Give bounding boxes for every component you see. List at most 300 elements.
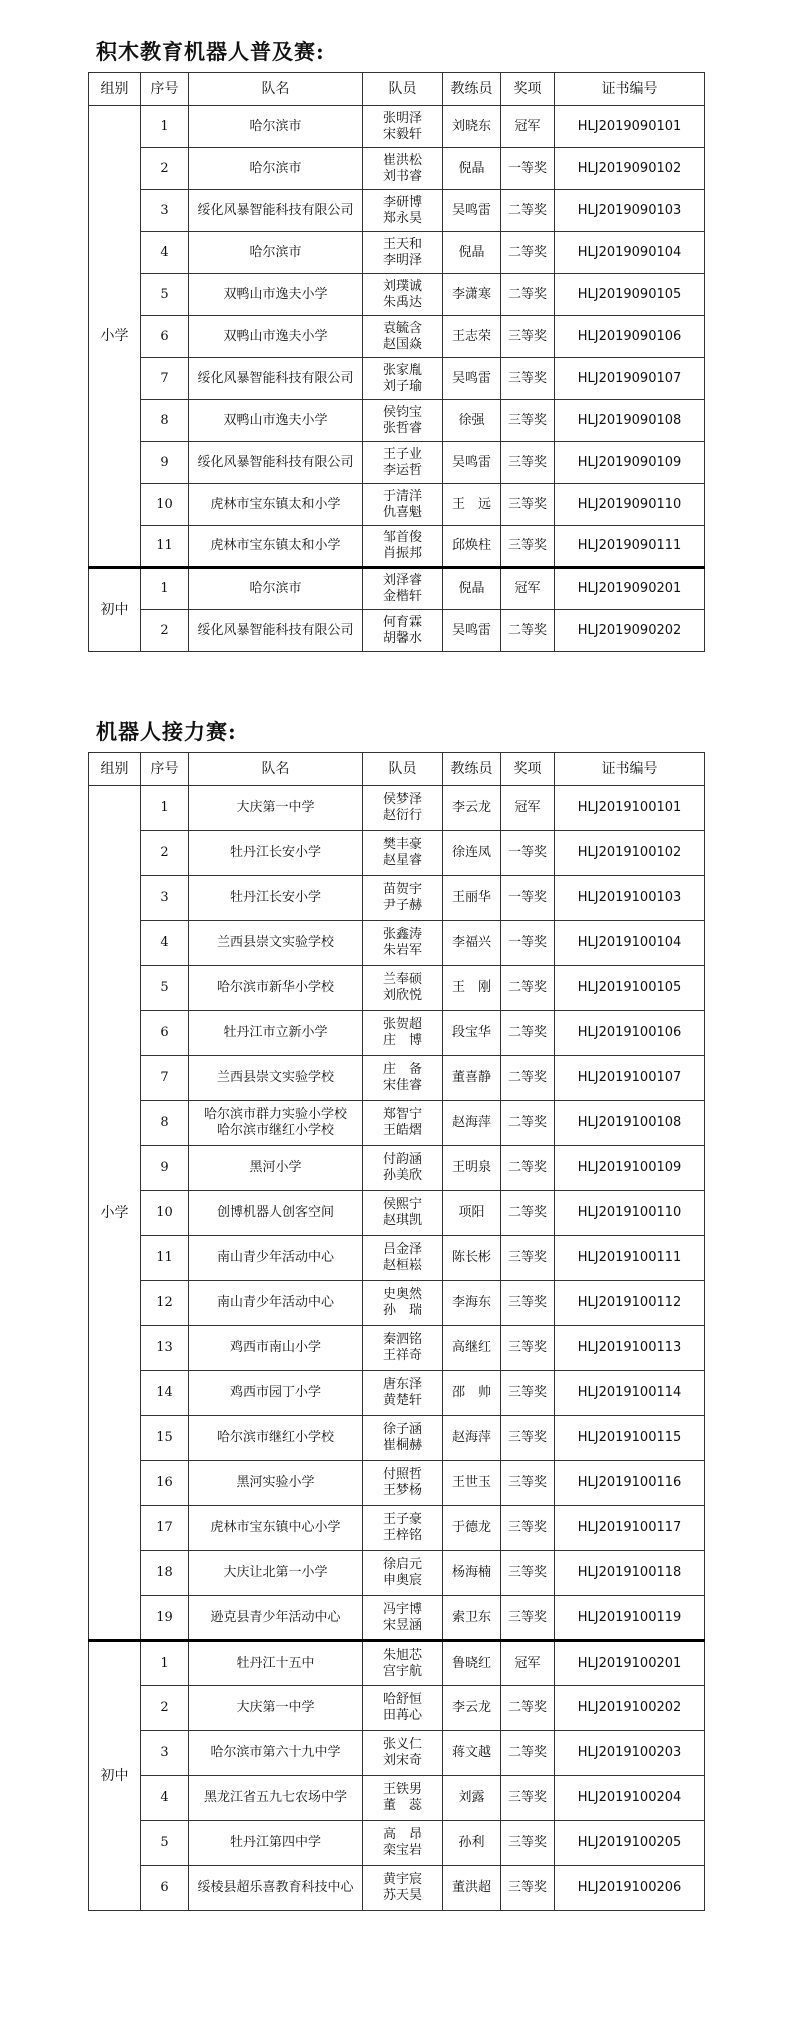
member-name: 崔洪松 bbox=[382, 152, 422, 168]
award: 二等奖 bbox=[501, 274, 555, 316]
coach-name: 赵海萍 bbox=[443, 1416, 501, 1461]
team-members bbox=[363, 1146, 443, 1191]
member-name: 徐启元 bbox=[382, 1557, 422, 1572]
team-members bbox=[363, 526, 443, 568]
row-number: 6 bbox=[141, 316, 189, 358]
member-name: 张义仁 bbox=[382, 1737, 422, 1752]
team-name: 大庆第一中学 bbox=[189, 1686, 363, 1731]
coach-name: 王世玉 bbox=[443, 1461, 501, 1506]
certificate-number: HLJ2019100102 bbox=[555, 831, 705, 876]
certificate-number: HLJ2019100203 bbox=[555, 1731, 705, 1776]
team-name: 哈尔滨市 bbox=[189, 106, 363, 148]
header-cell: 奖项 bbox=[501, 73, 555, 106]
row-number: 5 bbox=[141, 274, 189, 316]
member-name: 赵星睿 bbox=[382, 853, 422, 868]
relay-results-table bbox=[88, 752, 705, 1911]
member-name: 孙美欣 bbox=[382, 1168, 422, 1183]
member-name: 王梓铭 bbox=[382, 1528, 422, 1543]
group-cell: 初中 bbox=[89, 1641, 141, 1911]
row-number: 1 bbox=[141, 1641, 189, 1686]
team-name: 绥化风暴智能科技有限公司 bbox=[189, 442, 363, 484]
row-number: 12 bbox=[141, 1281, 189, 1326]
team-members bbox=[363, 1371, 443, 1416]
table-row bbox=[89, 274, 705, 316]
coach-name: 倪晶 bbox=[443, 148, 501, 190]
header-cell: 队员 bbox=[363, 73, 443, 106]
coach-name: 孙利 bbox=[443, 1821, 501, 1866]
certificate-number: HLJ2019090103 bbox=[555, 190, 705, 232]
award: 二等奖 bbox=[501, 966, 555, 1011]
certificate-number: HLJ2019090108 bbox=[555, 400, 705, 442]
row-number: 9 bbox=[141, 1146, 189, 1191]
member-name: 袁毓含 bbox=[382, 320, 422, 336]
header-cell: 组别 bbox=[89, 73, 141, 106]
coach-name: 赵海萍 bbox=[443, 1101, 501, 1146]
row-number: 6 bbox=[141, 1866, 189, 1911]
certificate-number: HLJ2019100107 bbox=[555, 1056, 705, 1101]
award: 冠军 bbox=[501, 106, 555, 148]
table-row bbox=[89, 1686, 705, 1731]
coach-name: 邵 帅 bbox=[443, 1371, 501, 1416]
certificate-number: HLJ2019100201 bbox=[555, 1641, 705, 1686]
coach-name: 吴鸣雷 bbox=[443, 610, 501, 652]
table-row bbox=[89, 1146, 705, 1191]
member-name: 宋毅轩 bbox=[382, 126, 422, 142]
member-name: 宋昱涵 bbox=[382, 1617, 422, 1633]
member-name: 刘泽睿 bbox=[382, 573, 422, 588]
member-name: 肖振邦 bbox=[382, 546, 422, 561]
member-name: 郑永昊 bbox=[382, 210, 422, 226]
member-name: 付韵涵 bbox=[382, 1152, 422, 1167]
member-name: 张哲睿 bbox=[382, 420, 422, 436]
award: 三等奖 bbox=[501, 400, 555, 442]
certificate-number: HLJ2019100114 bbox=[555, 1371, 705, 1416]
team-members bbox=[363, 1776, 443, 1821]
team-members bbox=[363, 190, 443, 232]
member-name: 田苒心 bbox=[382, 1708, 422, 1723]
coach-name: 倪晶 bbox=[443, 568, 501, 610]
award: 三等奖 bbox=[501, 1281, 555, 1326]
certificate-number: HLJ2019090104 bbox=[555, 232, 705, 274]
coach-name: 徐强 bbox=[443, 400, 501, 442]
certificate-number: HLJ2019100202 bbox=[555, 1686, 705, 1731]
award: 一等奖 bbox=[501, 921, 555, 966]
award: 二等奖 bbox=[501, 1011, 555, 1056]
row-number: 11 bbox=[141, 526, 189, 568]
team-members bbox=[363, 1506, 443, 1551]
table-row bbox=[89, 1596, 705, 1641]
certificate-number: HLJ2019090105 bbox=[555, 274, 705, 316]
award: 二等奖 bbox=[501, 1056, 555, 1101]
award: 一等奖 bbox=[501, 831, 555, 876]
table-header-row bbox=[89, 753, 705, 786]
member-name: 徐子涵 bbox=[382, 1422, 422, 1437]
member-name: 赵衍行 bbox=[382, 808, 422, 823]
member-name: 张明泽 bbox=[382, 110, 422, 126]
certificate-number: HLJ2019100101 bbox=[555, 786, 705, 831]
member-name: 冯宇博 bbox=[382, 1601, 422, 1617]
team-members bbox=[363, 1281, 443, 1326]
header-cell: 队名 bbox=[189, 753, 363, 786]
certificate-number: HLJ2019100116 bbox=[555, 1461, 705, 1506]
coach-name: 鲁晓红 bbox=[443, 1641, 501, 1686]
member-name: 付照哲 bbox=[382, 1467, 422, 1482]
table-row bbox=[89, 400, 705, 442]
member-name: 兰奉硕 bbox=[382, 972, 422, 987]
row-number: 4 bbox=[141, 921, 189, 966]
award: 冠军 bbox=[501, 568, 555, 610]
section-title-relay: 机器人接力赛: bbox=[96, 719, 237, 744]
team-members bbox=[363, 1326, 443, 1371]
member-name: 申奥宸 bbox=[382, 1573, 422, 1588]
team-members bbox=[363, 786, 443, 831]
award: 三等奖 bbox=[501, 358, 555, 400]
member-name: 李运哲 bbox=[382, 462, 422, 478]
team-name: 哈尔滨市 bbox=[189, 232, 363, 274]
certificate-number: HLJ2019100115 bbox=[555, 1416, 705, 1461]
member-name: 王子业 bbox=[382, 446, 422, 462]
coach-name: 李云龙 bbox=[443, 786, 501, 831]
team-members bbox=[363, 442, 443, 484]
row-number: 4 bbox=[141, 232, 189, 274]
coach-name: 董喜静 bbox=[443, 1056, 501, 1101]
row-number: 13 bbox=[141, 1326, 189, 1371]
certificate-number: HLJ2019100112 bbox=[555, 1281, 705, 1326]
team-members bbox=[363, 831, 443, 876]
team-members bbox=[363, 484, 443, 526]
award: 三等奖 bbox=[501, 442, 555, 484]
team-members bbox=[363, 1551, 443, 1596]
member-name: 金楷轩 bbox=[382, 589, 422, 604]
team-members bbox=[363, 1866, 443, 1911]
team-name: 牡丹江长安小学 bbox=[189, 876, 363, 921]
team-name: 大庆让北第一小学 bbox=[189, 1551, 363, 1596]
table-row bbox=[89, 876, 705, 921]
award: 二等奖 bbox=[501, 1101, 555, 1146]
coach-name: 徐连凤 bbox=[443, 831, 501, 876]
certificate-number: HLJ2019090106 bbox=[555, 316, 705, 358]
award: 二等奖 bbox=[501, 1191, 555, 1236]
table-row bbox=[89, 106, 705, 148]
table-row bbox=[89, 484, 705, 526]
member-name: 王梦杨 bbox=[382, 1483, 422, 1498]
certificate-number: HLJ2019100104 bbox=[555, 921, 705, 966]
table-row bbox=[89, 568, 705, 610]
award: 二等奖 bbox=[501, 610, 555, 652]
header-cell: 教练员 bbox=[443, 753, 501, 786]
member-name: 胡馨水 bbox=[382, 630, 422, 646]
certificate-number: HLJ2019100119 bbox=[555, 1596, 705, 1641]
team-members bbox=[363, 1236, 443, 1281]
team-name: 哈尔滨市群力实验小学校 哈尔滨市继红小学校 bbox=[189, 1101, 363, 1146]
member-name: 栾宝岩 bbox=[382, 1843, 422, 1858]
table-row bbox=[89, 442, 705, 484]
row-number: 3 bbox=[141, 1731, 189, 1776]
certificate-number: HLJ2019100108 bbox=[555, 1101, 705, 1146]
member-name: 于清洋 bbox=[382, 488, 422, 504]
table-row bbox=[89, 1236, 705, 1281]
certificate-number: HLJ2019100106 bbox=[555, 1011, 705, 1056]
member-name: 张家胤 bbox=[382, 362, 422, 378]
row-number: 2 bbox=[141, 831, 189, 876]
certificate-number: HLJ2019090202 bbox=[555, 610, 705, 652]
team-members bbox=[363, 1191, 443, 1236]
table-row bbox=[89, 1461, 705, 1506]
certificate-number: HLJ2019100206 bbox=[555, 1866, 705, 1911]
coach-name: 杨海楠 bbox=[443, 1551, 501, 1596]
team-name: 虎林市宝东镇太和小学 bbox=[189, 484, 363, 526]
team-name: 兰西县崇文实验学校 bbox=[189, 921, 363, 966]
team-members bbox=[363, 1056, 443, 1101]
team-name: 绥棱县超乐喜教育科技中心 bbox=[189, 1866, 363, 1911]
member-name: 郑智宁 bbox=[382, 1107, 422, 1122]
member-name: 黄楚轩 bbox=[382, 1393, 422, 1408]
row-number: 3 bbox=[141, 190, 189, 232]
team-members bbox=[363, 1461, 443, 1506]
group-cell: 小学 bbox=[89, 106, 141, 568]
award: 三等奖 bbox=[501, 1506, 555, 1551]
coach-name: 吴鸣雷 bbox=[443, 190, 501, 232]
team-name: 双鸭山市逸夫小学 bbox=[189, 274, 363, 316]
header-cell: 教练员 bbox=[443, 73, 501, 106]
award: 三等奖 bbox=[501, 1371, 555, 1416]
table-row bbox=[89, 232, 705, 274]
member-name: 何育霖 bbox=[382, 614, 422, 630]
row-number: 14 bbox=[141, 1371, 189, 1416]
team-name: 兰西县崇文实验学校 bbox=[189, 1056, 363, 1101]
member-name: 王子豪 bbox=[382, 1512, 422, 1527]
coach-name: 李海东 bbox=[443, 1281, 501, 1326]
coach-name: 倪晶 bbox=[443, 232, 501, 274]
coach-name: 段宝华 bbox=[443, 1011, 501, 1056]
member-name: 崔桐赫 bbox=[382, 1438, 422, 1453]
award: 三等奖 bbox=[501, 1596, 555, 1641]
group-cell: 小学 bbox=[89, 786, 141, 1641]
team-name: 虎林市宝东镇太和小学 bbox=[189, 526, 363, 568]
coach-name: 项阳 bbox=[443, 1191, 501, 1236]
row-number: 16 bbox=[141, 1461, 189, 1506]
table-header-row bbox=[89, 73, 705, 106]
team-name: 南山青少年活动中心 bbox=[189, 1236, 363, 1281]
table-row bbox=[89, 1821, 705, 1866]
member-name: 庄 备 bbox=[382, 1062, 422, 1077]
coach-name: 刘晓东 bbox=[443, 106, 501, 148]
row-number: 11 bbox=[141, 1236, 189, 1281]
member-name: 黄宇宸 bbox=[382, 1872, 422, 1887]
team-name: 绥化风暴智能科技有限公司 bbox=[189, 358, 363, 400]
team-members bbox=[363, 358, 443, 400]
award: 三等奖 bbox=[501, 484, 555, 526]
member-name: 王天和 bbox=[382, 236, 422, 252]
row-number: 10 bbox=[141, 1191, 189, 1236]
member-name: 董 蕊 bbox=[382, 1798, 422, 1813]
coach-name: 邱焕柱 bbox=[443, 526, 501, 568]
header-cell: 奖项 bbox=[501, 753, 555, 786]
row-number: 18 bbox=[141, 1551, 189, 1596]
member-name: 侯熙宁 bbox=[382, 1197, 422, 1212]
table-row bbox=[89, 316, 705, 358]
team-name: 双鸭山市逸夫小学 bbox=[189, 316, 363, 358]
member-name: 刘璞诚 bbox=[382, 278, 422, 294]
member-name: 苏天昊 bbox=[382, 1888, 422, 1903]
member-name: 刘子瑜 bbox=[382, 378, 422, 394]
row-number: 10 bbox=[141, 484, 189, 526]
header-cell: 证书编号 bbox=[555, 73, 705, 106]
certificate-number: HLJ2019090107 bbox=[555, 358, 705, 400]
team-members bbox=[363, 106, 443, 148]
team-name: 绥化风暴智能科技有限公司 bbox=[189, 190, 363, 232]
team-name: 哈尔滨市第六十九中学 bbox=[189, 1731, 363, 1776]
member-name: 侯钧宝 bbox=[382, 404, 422, 420]
header-cell: 证书编号 bbox=[555, 753, 705, 786]
award: 三等奖 bbox=[501, 526, 555, 568]
table-row bbox=[89, 921, 705, 966]
award: 二等奖 bbox=[501, 1731, 555, 1776]
member-name: 高 昂 bbox=[382, 1827, 422, 1842]
section-title-building-blocks: 积木教育机器人普及赛: bbox=[96, 39, 325, 64]
member-name: 张鑫涛 bbox=[382, 927, 422, 942]
member-name: 吕金泽 bbox=[382, 1242, 422, 1257]
award: 一等奖 bbox=[501, 876, 555, 921]
team-members bbox=[363, 921, 443, 966]
member-name: 秦泗铭 bbox=[382, 1332, 422, 1347]
award: 三等奖 bbox=[501, 1866, 555, 1911]
team-name: 哈尔滨市继红小学校 bbox=[189, 1416, 363, 1461]
award: 二等奖 bbox=[501, 190, 555, 232]
member-name: 李研博 bbox=[382, 194, 422, 210]
coach-name: 王丽华 bbox=[443, 876, 501, 921]
team-members bbox=[363, 232, 443, 274]
table-row bbox=[89, 1281, 705, 1326]
team-members bbox=[363, 316, 443, 358]
certificate-number: HLJ2019100110 bbox=[555, 1191, 705, 1236]
team-members bbox=[363, 610, 443, 652]
team-name: 鸡西市南山小学 bbox=[189, 1326, 363, 1371]
member-name: 刘书睿 bbox=[382, 168, 422, 184]
team-members bbox=[363, 1101, 443, 1146]
certificate-number: HLJ2019100205 bbox=[555, 1821, 705, 1866]
coach-name: 索卫东 bbox=[443, 1596, 501, 1641]
award: 三等奖 bbox=[501, 1551, 555, 1596]
table-row bbox=[89, 1776, 705, 1821]
award: 三等奖 bbox=[501, 1236, 555, 1281]
team-name: 创博机器人创客空间 bbox=[189, 1191, 363, 1236]
team-members bbox=[363, 568, 443, 610]
award: 三等奖 bbox=[501, 1821, 555, 1866]
table-row bbox=[89, 1371, 705, 1416]
table-row bbox=[89, 148, 705, 190]
certificate-number: HLJ2019090201 bbox=[555, 568, 705, 610]
table-row bbox=[89, 786, 705, 831]
member-name: 王铁男 bbox=[382, 1782, 422, 1797]
coach-name: 刘露 bbox=[443, 1776, 501, 1821]
member-name: 苗贺宇 bbox=[382, 882, 422, 897]
row-number: 7 bbox=[141, 358, 189, 400]
team-members bbox=[363, 274, 443, 316]
certificate-number: HLJ2019100103 bbox=[555, 876, 705, 921]
certificate-number: HLJ2019100118 bbox=[555, 1551, 705, 1596]
team-name: 哈尔滨市 bbox=[189, 568, 363, 610]
coach-name: 于德龙 bbox=[443, 1506, 501, 1551]
team-name: 绥化风暴智能科技有限公司 bbox=[189, 610, 363, 652]
table-row bbox=[89, 1506, 705, 1551]
member-name: 侯梦泽 bbox=[382, 792, 422, 807]
member-name: 李明泽 bbox=[382, 252, 422, 268]
row-number: 15 bbox=[141, 1416, 189, 1461]
member-name: 刘宋奇 bbox=[382, 1753, 422, 1768]
table-row bbox=[89, 1191, 705, 1236]
coach-name: 高继红 bbox=[443, 1326, 501, 1371]
member-name: 王皓熠 bbox=[382, 1123, 422, 1138]
team-members bbox=[363, 400, 443, 442]
row-number: 2 bbox=[141, 610, 189, 652]
member-name: 仇喜魁 bbox=[382, 504, 422, 520]
member-name: 哈舒恒 bbox=[382, 1692, 422, 1707]
row-number: 9 bbox=[141, 442, 189, 484]
team-name: 牡丹江第四中学 bbox=[189, 1821, 363, 1866]
row-number: 1 bbox=[141, 106, 189, 148]
coach-name: 吴鸣雷 bbox=[443, 442, 501, 484]
table-row bbox=[89, 1866, 705, 1911]
member-name: 樊丰豪 bbox=[382, 837, 422, 852]
table-row bbox=[89, 831, 705, 876]
team-name: 逊克县青少年活动中心 bbox=[189, 1596, 363, 1641]
table-row bbox=[89, 1416, 705, 1461]
team-name: 黑河实验小学 bbox=[189, 1461, 363, 1506]
team-name: 大庆第一中学 bbox=[189, 786, 363, 831]
row-number: 2 bbox=[141, 1686, 189, 1731]
team-name: 黑龙江省五九七农场中学 bbox=[189, 1776, 363, 1821]
team-members bbox=[363, 1731, 443, 1776]
row-number: 6 bbox=[141, 1011, 189, 1056]
certificate-number: HLJ2019100117 bbox=[555, 1506, 705, 1551]
award: 三等奖 bbox=[501, 316, 555, 358]
award: 三等奖 bbox=[501, 1416, 555, 1461]
award: 二等奖 bbox=[501, 232, 555, 274]
certificate-number: HLJ2019100204 bbox=[555, 1776, 705, 1821]
team-members bbox=[363, 876, 443, 921]
coach-name: 王 刚 bbox=[443, 966, 501, 1011]
table-row bbox=[89, 1731, 705, 1776]
member-name: 宫宇航 bbox=[382, 1663, 422, 1679]
team-name: 虎林市宝东镇中心小学 bbox=[189, 1506, 363, 1551]
coach-name: 陈长彬 bbox=[443, 1236, 501, 1281]
row-number: 5 bbox=[141, 1821, 189, 1866]
table-row bbox=[89, 1641, 705, 1686]
table-row bbox=[89, 190, 705, 232]
header-cell: 组别 bbox=[89, 753, 141, 786]
table-row bbox=[89, 1551, 705, 1596]
member-name: 尹子赫 bbox=[382, 898, 422, 913]
team-name: 哈尔滨市 bbox=[189, 148, 363, 190]
award: 一等奖 bbox=[501, 148, 555, 190]
table-row bbox=[89, 358, 705, 400]
header-cell: 序号 bbox=[141, 753, 189, 786]
table-row bbox=[89, 1101, 705, 1146]
team-name: 牡丹江市立新小学 bbox=[189, 1011, 363, 1056]
header-cell: 队员 bbox=[363, 753, 443, 786]
member-name: 赵国焱 bbox=[382, 336, 422, 352]
member-name: 唐东泽 bbox=[382, 1377, 422, 1392]
team-members bbox=[363, 1011, 443, 1056]
member-name: 张贺超 bbox=[382, 1017, 422, 1032]
member-name: 刘欣悦 bbox=[382, 988, 422, 1003]
header-cell: 序号 bbox=[141, 73, 189, 106]
row-number: 8 bbox=[141, 1101, 189, 1146]
team-name: 哈尔滨市新华小学校 bbox=[189, 966, 363, 1011]
row-number: 1 bbox=[141, 786, 189, 831]
row-number: 1 bbox=[141, 568, 189, 610]
